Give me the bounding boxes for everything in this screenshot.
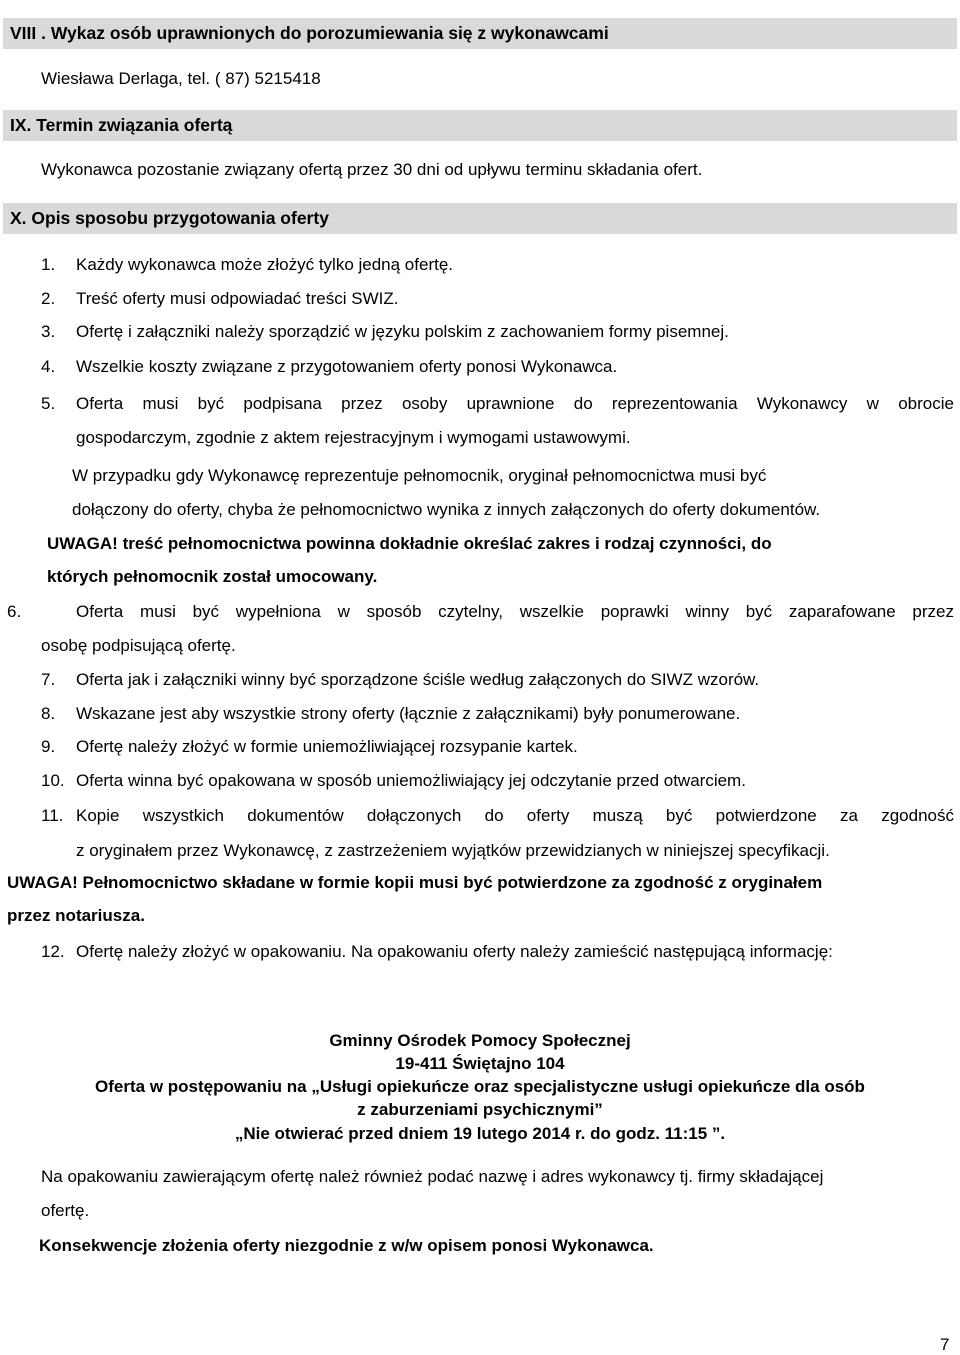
envelope-offer-title: Oferta w postępowaniu na „Usługi opiekuńcze oraz specjalistyczne usługi opiekuńcze dla osób [95, 1077, 865, 1096]
item-text: Wszelkie koszty związane z przygotowaniem oferty ponosi Wykonawca. [76, 357, 618, 376]
envelope-recipient: Gminny Ośrodek Pomocy Społecznej [329, 1031, 631, 1050]
item-number: 9. [41, 737, 56, 756]
section-viii-band [3, 18, 957, 49]
item-number: 10. [41, 771, 65, 790]
list-item-7 [41, 670, 759, 690]
item-text: Ofertę należy złożyć w formie uniemożliwiającej rozsypanie kartek. [76, 737, 578, 756]
notary-warning-line-1: UWAGA! Pełnomocnictwo składane w formie kopii musi być potwierdzone za zgodność z oryginałem [7, 873, 823, 892]
list-item-4 [41, 357, 617, 377]
item-number: 2. [41, 289, 56, 308]
list-item-11-number: 11. [41, 806, 64, 825]
item-text: Wskazane jest aby wszystkie strony oferty (łącznie z załącznikami) były ponumerowane. [76, 704, 741, 723]
list-item-3 [41, 322, 729, 342]
item-number: 1. [41, 255, 56, 274]
item-text: Ofertę należy złożyć w opakowaniu. Na opakowaniu oferty należy zamieścić następującą informację: [76, 942, 833, 961]
list-item-11-line-2: z oryginałem przez Wykonawcę, z zastrzeżeniem wyjątków przewidzianych w niniejszej specyfikacji. [76, 841, 830, 860]
closing-line-1: Na opakowaniu zawierającym ofertę należ również podać nazwę i adres wykonawcy tj. firmy składającej [41, 1167, 824, 1186]
section-x-band [3, 203, 957, 234]
item-text: Ofertę i załączniki należy sporządzić w języku polskim z zachowaniem formy pisemnej. [76, 322, 729, 341]
list-item-5-line-1: Oferta musi być podpisana przez osoby uprawnione do reprezentowania Wykonawcy w obrocie [76, 394, 954, 413]
list-item-6-line-1: Oferta musi być wypełniona w sposób czytelny, wszelkie poprawki winny być zaparafowane przez [76, 602, 954, 621]
list-item-12 [41, 942, 833, 962]
proxy-warning-line-1 [47, 534, 772, 554]
list-item-6-number: 6. [7, 602, 22, 621]
section-viii-heading: VIII . Wykaz osób uprawnionych do porozumiewania się z wykonawcami [10, 23, 609, 43]
closing-line-2: ofertę. [41, 1201, 90, 1220]
list-item-8 [41, 704, 740, 724]
warning-label: UWAGA! [47, 534, 118, 553]
item-text: Każdy wykonawca może złożyć tylko jedną ofertę. [76, 255, 454, 274]
list-item-1 [41, 255, 453, 275]
item-number: 8. [41, 704, 56, 723]
envelope-address: 19-411 Świętajno 104 [395, 1054, 565, 1073]
binding-period-text: Wykonawca pozostanie związany ofertą przez 30 dni od upływu terminu składania ofert. [41, 160, 703, 179]
warning-text: treść pełnomocnictwa powinna dokładnie określać zakres i rodzaj czynności, do [122, 534, 772, 553]
list-item-11-line-1: Kopie wszystkich dokumentów dołączonych do oferty muszą być potwierdzone za zgodność [76, 806, 954, 825]
list-item-2 [41, 289, 398, 309]
list-item-6-line-2: osobę podpisującą ofertę. [41, 636, 236, 655]
item-number: 7. [41, 670, 56, 689]
item-text: Oferta winna być opakowana w sposób uniemożliwiający jej odczytanie przed otwarciem. [76, 771, 746, 790]
list-item-10 [41, 771, 746, 791]
item-number: 4. [41, 357, 56, 376]
item-text: Oferta jak i załączniki winny być sporządzone ściśle według załączonych do SIWZ wzorów. [76, 670, 760, 689]
section-ix-heading: IX. Termin związania ofertą [10, 115, 233, 135]
item-number: 3. [41, 322, 56, 341]
list-item-5-line-2: gospodarczym, zgodnie z aktem rejestracyjnym i wymogami ustawowymi. [76, 428, 631, 447]
list-item-5-number: 5. [41, 394, 56, 413]
proxy-warning-line-2: których pełnomocnik został umocowany. [47, 567, 378, 586]
section-x-heading: X. Opis sposobu przygotowania oferty [10, 208, 329, 228]
proxy-paragraph-line-1: W przypadku gdy Wykonawcę reprezentuje pełnomocnik, oryginał pełnomocnictwa musi być [72, 466, 767, 485]
envelope-do-not-open: „Nie otwierać przed dniem 19 lutego 2014 r. do godz. 11:15 ”. [234, 1124, 726, 1143]
item-text: Treść oferty musi odpowiadać treści SWIZ. [76, 289, 399, 308]
item-number: 12. [41, 942, 65, 961]
list-item-9 [41, 737, 578, 757]
contact-person: Wiesława Derlaga, tel. ( 87) 5215418 [41, 69, 321, 88]
closing-consequences: Konsekwencje złożenia oferty niezgodnie z w/w opisem ponosi Wykonawca. [39, 1236, 654, 1255]
notary-warning-line-2: przez notariusza. [7, 906, 145, 925]
proxy-paragraph-line-2: dołączony do oferty, chyba że pełnomocnictwo wynika z innych załączonych do oferty dokumentów. [72, 500, 821, 519]
page-number: 7 [940, 1335, 950, 1354]
section-ix-band [3, 110, 957, 141]
envelope-offer-title-cont: z zaburzeniami psychicznymi” [357, 1100, 603, 1119]
